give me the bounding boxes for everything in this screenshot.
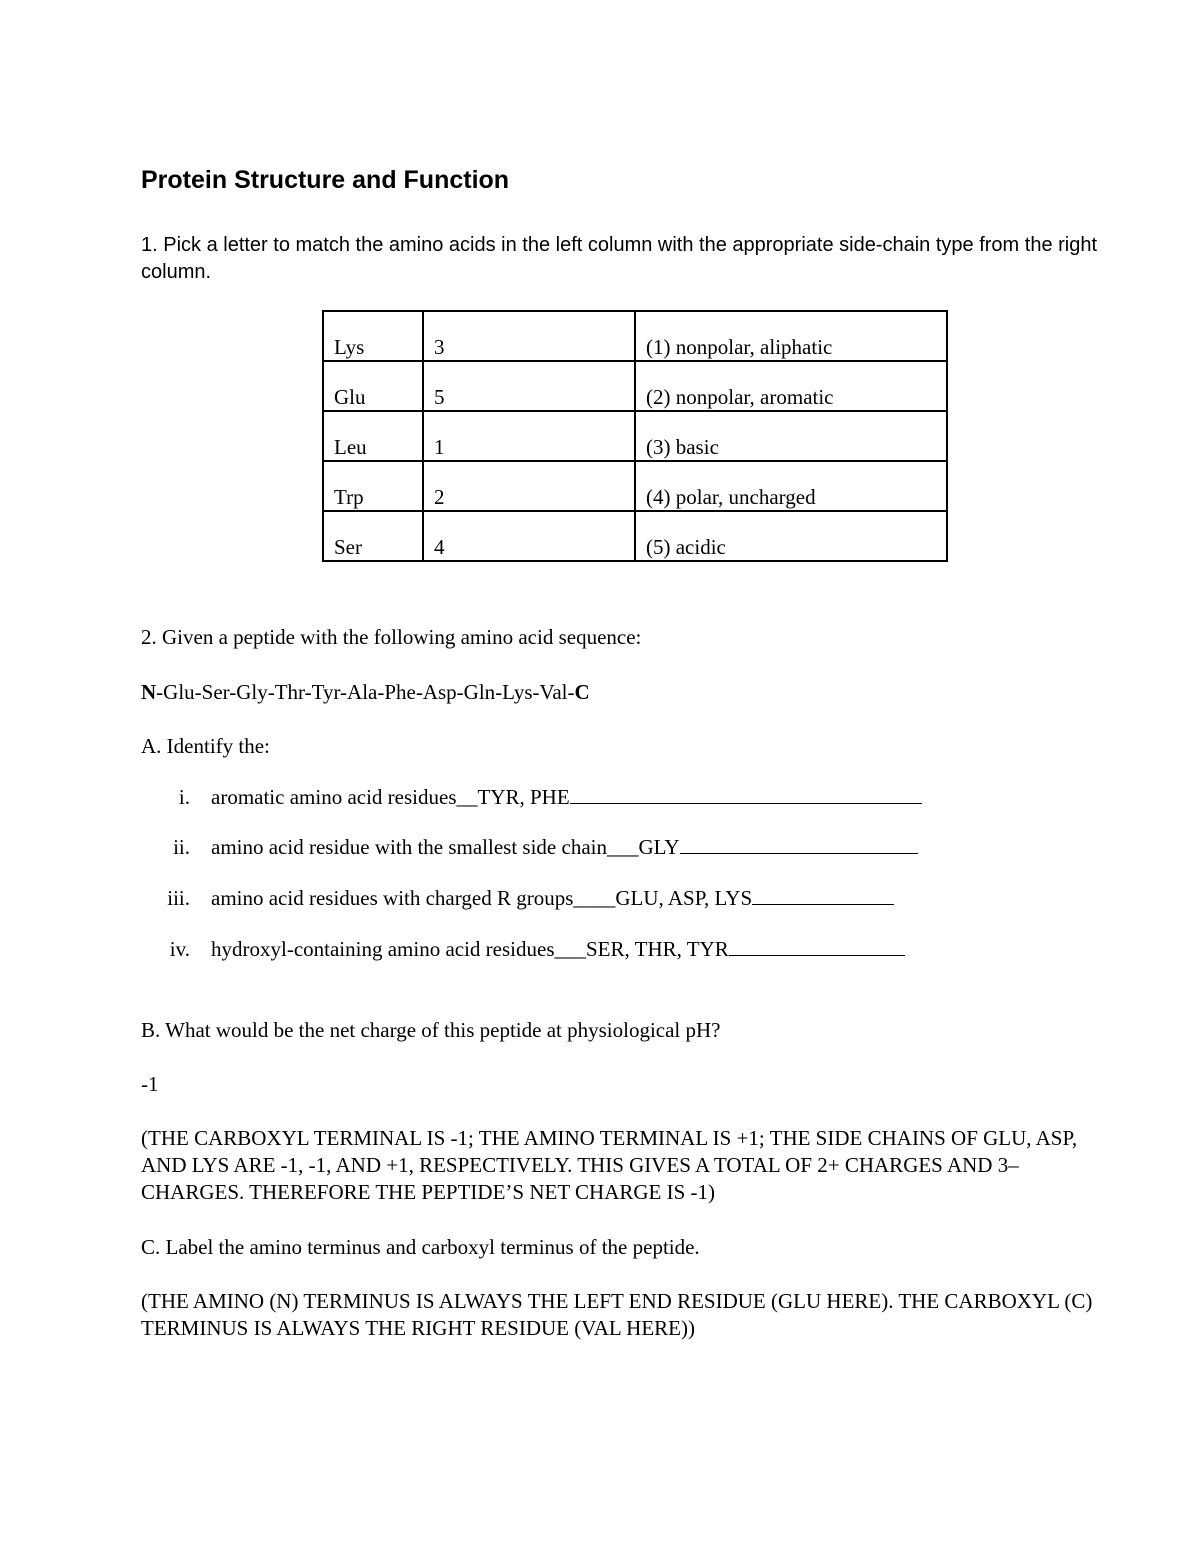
- page-title: Protein Structure and Function: [141, 166, 510, 194]
- table-row: [323, 461, 947, 511]
- item-number: ii.: [173, 835, 190, 859]
- answer-cell: 4: [423, 511, 635, 561]
- table-row: [323, 311, 947, 361]
- answer-blank-line: [752, 886, 894, 905]
- side-chain-type-cell: (5) acidic: [635, 511, 947, 561]
- table-row: [323, 361, 947, 411]
- table-row: [323, 511, 947, 561]
- matching-table: [322, 310, 948, 562]
- part-b-question: B. What would be the net charge of this peptide at physiological pH?: [141, 1018, 721, 1042]
- part-c-answer: (THE AMINO (N) TERMINUS IS ALWAYS THE LEFT END RESIDUE (GLU HERE). THE CARBOXYL (C) TERMINUS IS ALWAYS THE RIGHT RESIDUE (VAL HERE)): [141, 1289, 1093, 1340]
- item-number: iii.: [167, 886, 190, 910]
- item-number: iv.: [169, 937, 190, 961]
- item-text: amino acid residue with the smallest side chain___GLY: [211, 835, 680, 859]
- question-1-prompt: 1. Pick a letter to match the amino acids in the left column with the appropriate side-chain type from the right column.: [141, 234, 1098, 283]
- answer-cell: 3: [423, 311, 635, 361]
- part-a-label: A. Identify the:: [141, 734, 270, 758]
- table-row: [323, 411, 947, 461]
- n-terminus-label: N: [141, 680, 157, 704]
- part-b-answer: -1: [141, 1072, 159, 1096]
- item-number: i.: [178, 785, 190, 809]
- amino-acid-cell: Lys: [323, 311, 423, 361]
- part-b-explanation: (THE CARBOXYL TERMINAL IS -1; THE AMINO TERMINAL IS +1; THE SIDE CHAINS OF GLU, ASP, AND LYS ARE -1, -1, AND +1, RESPECTIVELY. THIS GIVES A TOTAL OF 2+ CHARGES AND 3– CHARGES. THEREFORE THE PEPTIDE’S NET CHARGE IS -1): [141, 1126, 1078, 1204]
- c-terminus-label: C: [574, 680, 590, 704]
- side-chain-type-cell: (2) nonpolar, aromatic: [635, 361, 947, 411]
- side-chain-type-cell: (4) polar, uncharged: [635, 461, 947, 511]
- amino-acid-cell: Ser: [323, 511, 423, 561]
- part-c-question: C. Label the amino terminus and carboxyl terminus of the peptide.: [141, 1235, 700, 1259]
- amino-acid-cell: Glu: [323, 361, 423, 411]
- answer-blank-line: [570, 785, 922, 804]
- answer-cell: 5: [423, 361, 635, 411]
- answer-cell: 1: [423, 411, 635, 461]
- item-text: amino acid residues with charged R groups____GLU, ASP, LYS: [211, 886, 753, 910]
- answer-cell: 2: [423, 461, 635, 511]
- side-chain-type-cell: (1) nonpolar, aliphatic: [635, 311, 947, 361]
- question-2-prompt: 2. Given a peptide with the following amino acid sequence:: [141, 625, 642, 649]
- side-chain-type-cell: (3) basic: [635, 411, 947, 461]
- answer-blank-line: [680, 835, 918, 854]
- amino-acid-cell: Trp: [323, 461, 423, 511]
- sequence-residues: -Glu-Ser-Gly-Thr-Tyr-Ala-Phe-Asp-Gln-Lys-Val-: [156, 680, 575, 704]
- item-text: hydroxyl-containing amino acid residues___SER, THR, TYR: [211, 937, 729, 961]
- item-text: aromatic amino acid residues__TYR, PHE: [211, 785, 570, 809]
- peptide-sequence: [141, 680, 590, 705]
- amino-acid-cell: Leu: [323, 411, 423, 461]
- answer-blank-line: [729, 937, 905, 956]
